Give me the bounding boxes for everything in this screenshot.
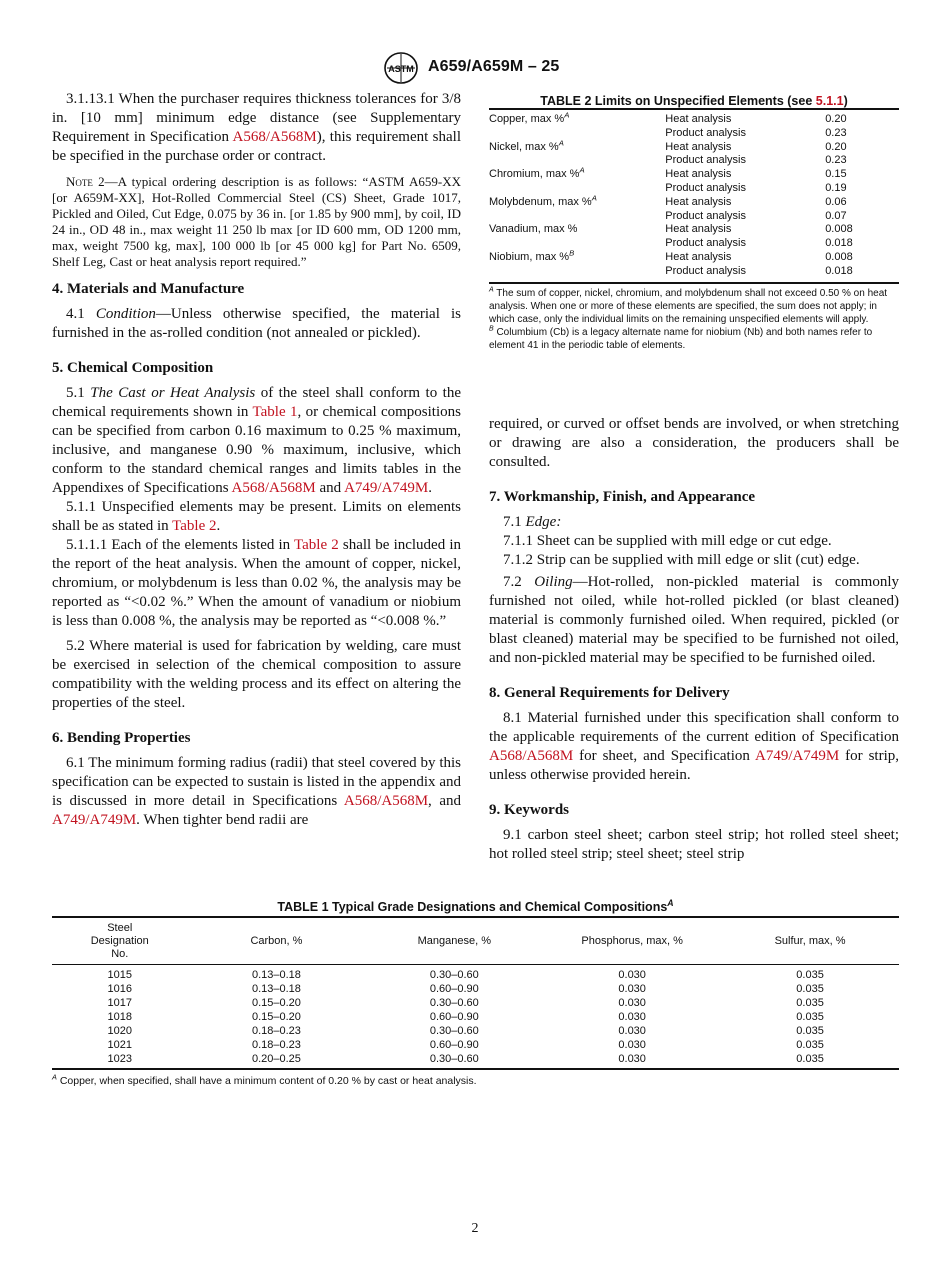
link-a749[interactable]: A749/A749M <box>755 748 840 764</box>
table-cell: 0.030 <box>618 1039 646 1051</box>
table-2-footnote: $^B$ Columbium (Cb) is a legacy alternate name for niobium (Nb) and both names refer to element 41 in the periodic table of elements. <box>489 325 873 351</box>
value-cell: 0.20 <box>825 140 847 153</box>
col-header-manganese: Manganese, % <box>417 935 491 947</box>
table-row <box>489 109 899 127</box>
table-cell: 0.60–0.90 <box>429 983 479 995</box>
col-header-steel-designation: Steel Designation No. <box>90 922 149 960</box>
table-cell: 0.030 <box>618 1011 646 1023</box>
logo-text: ASTM <box>388 64 414 74</box>
table-cell: 0.15–0.20 <box>251 1011 301 1023</box>
analysis-cell: Heat analysis <box>665 250 732 263</box>
section-8-heading: 8. General Requirements for Delivery <box>489 685 730 701</box>
analysis-cell: Heat analysis <box>665 195 732 208</box>
table-1-grid <box>52 916 899 1070</box>
paragraph-3-1-13-1: 3.1.13.1 When the purchaser requires thickness tolerances for 3/8 in. [10 mm] minimum edge distance (see Supplementary Requirement in Specification A568/A568M), this requirement shall be specified in the purchase order or contract. <box>52 91 461 164</box>
table-cell: 1017 <box>107 997 132 1009</box>
paragraph-6-1: 6.1 The minimum forming radius (radii) that steel covered by this specification can be expected to sustain is listed in the appendix and is discussed in more detail in Specifications A568/A568M, and A749/A749M. When tighter bend radii are <box>52 755 461 828</box>
analysis-cell: Product analysis <box>665 237 747 250</box>
section-9-heading: 9. Keywords <box>489 802 569 818</box>
paragraph-7-1-1: 7.1.1 Sheet can be supplied with mill edge or cut edge. <box>503 533 832 549</box>
element-cell <box>489 154 665 168</box>
element-cell: Niobium, max %$^B$ <box>489 248 575 263</box>
table-row <box>489 210 899 224</box>
section-6-heading: 6. Bending Properties <box>52 730 191 746</box>
section-4-heading: 4. Materials and Manufacture <box>52 281 245 297</box>
paragraph-7-2: 7.2 Oiling—Hot-rolled, non-pickled material is commonly furnished not oiled, while hot-rolled pickled (or blast cleaned) material is commonly furnished oiled. When required, pickled (or blast cleaned) material may be specified to be furnished not oiled, and non-pickled material may be specified to be furnished oiled. <box>489 574 899 666</box>
link-a568[interactable]: A568/A568M <box>231 480 316 496</box>
table-cell: 0.030 <box>618 983 646 995</box>
paragraph-7-1-2: 7.1.2 Strip can be supplied with mill edge or slit (cut) edge. <box>503 552 860 568</box>
table-cell: 0.035 <box>796 1053 824 1065</box>
table-row <box>52 996 899 1010</box>
paragraph-4-1: 4.1 Condition—Unless otherwise specified, the material is furnished in the as-rolled condition (not annealed or pickled). <box>52 306 461 341</box>
table-1 <box>52 897 899 1087</box>
value-cell: 0.15 <box>825 168 847 181</box>
value-cell: 0.018 <box>825 237 853 250</box>
table-cell: 0.030 <box>618 1053 646 1065</box>
table-cell: 0.035 <box>796 1025 824 1037</box>
link-table-2[interactable]: Table 2 <box>172 518 217 534</box>
analysis-cell: Product analysis <box>665 209 747 222</box>
link-a568[interactable]: A568/A568M <box>232 129 317 145</box>
table-row <box>489 196 899 210</box>
paragraph-7-1: 7.1 Edge: <box>503 514 562 530</box>
table-2-title: TABLE 2 Limits on Unspecified Elements (see 5.1.1) <box>540 94 848 108</box>
table-cell: 1016 <box>107 983 132 995</box>
paragraph-9-1: 9.1 carbon steel sheet; carbon steel strip; hot rolled steel sheet; hot rolled steel strip; steel sheet; steel strip <box>489 827 899 862</box>
paragraph-8-1: 8.1 Material furnished under this specification shall conform to the applicable requirements of the current edition of Specification A568/A568M for sheet, and Specification A749/A749M for strip, unless otherwise provided herein. <box>489 710 899 783</box>
table-cell: 0.30–0.60 <box>429 1025 479 1037</box>
left-column <box>52 90 461 830</box>
table-row <box>489 127 899 141</box>
element-cell: Copper, max %$^A$ <box>489 110 570 125</box>
paragraph-5-1: 5.1 The Cast or Heat Analysis of the steel shall conform to the chemical requirements shown in Table 1, or chemical compositions can be specified from carbon 0.16 maximum to 0.25 % maximum, inclusive, and manganese 0.90 % maximum, inclusive, which conform to the standard chemical ranges and limits tables in the Appendixes of Specifications A568/A568M and A749/A749M. <box>52 385 462 496</box>
document-id: A659/A659M – 25 <box>428 58 560 75</box>
paragraph-6-1-continued: required, or curved or offset bends are involved, or when stretching or drawing are also a consideration, the producers shall be consulted. <box>489 416 899 470</box>
table-row <box>489 223 899 237</box>
link-table-2[interactable]: Table 2 <box>294 537 339 553</box>
page-number: 2 <box>471 1221 479 1236</box>
table-cell: 1021 <box>107 1039 132 1051</box>
note-2: Note 2—A typical ordering description is as follows: “ASTM A659-XX [or A659M-XX], Hot-Rolled Commercial Steel (CS) Sheet, Grade 1017, Pickled and Oiled, Cut Edge, 0.075 by 36 in. [or 1.85 by 900 mm], by coil, ID 24 in., OD 48 in., max weight 11 250 lb max [or ID 600 mm, OD 1200 mm, max, weight 7500 kg, max], 100 000 lb [or 45 000 kg] for Part No. 6509, Shelf Leg, Cast or heat analysis report required.” <box>52 174 461 269</box>
table-row <box>52 1052 899 1069</box>
value-cell: 0.19 <box>825 181 847 194</box>
analysis-cell: Heat analysis <box>665 113 732 125</box>
link-a568[interactable]: A568/A568M <box>489 748 574 764</box>
table-cell: 0.13–0.18 <box>251 983 301 995</box>
table-row <box>489 251 899 265</box>
table-cell: 1018 <box>107 1011 132 1023</box>
table-row <box>52 1010 899 1024</box>
table-cell: 0.030 <box>618 997 646 1009</box>
analysis-cell: Product analysis <box>665 181 747 194</box>
paragraph-5-2: 5.2 Where material is used for fabrication by welding, care must be exercised in selection of the chemical composition to assure compatibility with the welding process and its effect on altering the properties of the steel. <box>52 638 461 711</box>
link-a749[interactable]: A749/A749M <box>344 480 429 496</box>
table-2-grid <box>489 108 899 284</box>
table-cell: 0.30–0.60 <box>429 969 479 981</box>
link-a568[interactable]: A568/A568M <box>343 793 429 809</box>
analysis-cell: Heat analysis <box>665 168 732 181</box>
col-header-carbon: Carbon, % <box>250 935 303 947</box>
table-cell: 0.030 <box>618 969 646 981</box>
link-5-1-1[interactable]: 5.1.1 <box>815 94 844 108</box>
table-cell: 0.30–0.60 <box>429 1053 479 1065</box>
col-header-sulfur: Sulfur, max, % <box>774 935 846 947</box>
table-cell: 1023 <box>107 1053 132 1065</box>
table-row <box>489 154 899 168</box>
element-cell <box>489 127 665 141</box>
table-1-title: TABLE 1 Typical Grade Designations and Chemical Compositions$^A$ <box>277 897 674 914</box>
value-cell: 0.018 <box>825 264 853 277</box>
table-2-footnote: $^A$ The sum of copper, nickel, chromium, and molybdenum shall not exceed 0.50 % on heat analysis. When one or more of these elements are specified, the sum does not apply; in which case, only the individual limits on the remaining unspecified elements will apply. <box>489 286 888 325</box>
section-7-heading: 7. Workmanship, Finish, and Appearance <box>489 489 756 505</box>
value-cell: 0.008 <box>825 223 853 236</box>
element-cell <box>489 210 665 224</box>
link-a749[interactable]: A749/A749M <box>52 812 137 828</box>
analysis-cell: Product analysis <box>665 154 747 167</box>
table-row <box>52 1024 899 1038</box>
table-row <box>52 982 899 996</box>
table-cell: 1015 <box>107 969 132 981</box>
analysis-cell: Heat analysis <box>665 223 732 236</box>
table-row <box>489 265 899 283</box>
element-cell: Chromium, max %$^A$ <box>489 165 585 181</box>
table-row <box>52 1038 899 1052</box>
table-1-footnote: $^A$ Copper, when specified, shall have a minimum content of 0.20 % by cast or heat analysis. <box>52 1072 477 1087</box>
col-header-phosphorus: Phosphorus, max, % <box>581 935 683 947</box>
table-cell: 0.030 <box>618 1025 646 1037</box>
table-row <box>489 237 899 251</box>
table-row <box>489 168 899 182</box>
table-cell: 0.035 <box>796 983 824 995</box>
table-cell: 0.18–0.23 <box>251 1025 301 1037</box>
table-cell: 0.18–0.23 <box>251 1039 301 1051</box>
table-cell: 0.035 <box>796 969 824 981</box>
table-cell: 0.20–0.25 <box>251 1053 301 1065</box>
table-2 <box>489 94 899 352</box>
table-cell: 0.60–0.90 <box>429 1039 479 1051</box>
table-cell: 0.30–0.60 <box>429 997 479 1009</box>
value-cell: 0.23 <box>825 154 847 167</box>
astm-logo-icon <box>383 52 419 84</box>
table-cell: 0.13–0.18 <box>251 969 301 981</box>
analysis-cell: Product analysis <box>665 126 747 139</box>
table-cell: 0.15–0.20 <box>251 997 301 1009</box>
value-cell: 0.008 <box>825 250 853 263</box>
element-cell: Molybdenum, max %$^A$ <box>489 193 597 208</box>
table-1-header-row <box>52 917 899 965</box>
element-cell <box>489 265 665 283</box>
value-cell: 0.07 <box>825 209 847 222</box>
table-2-footnotes <box>489 287 899 352</box>
paragraph-5-1-1-1: 5.1.1.1 Each of the elements listed in Table 2 shall be included in the report of the heat analysis. When the amount of copper, nickel, chromium, or molybdenum is less than 0.02 %, the analysis may be reported as “<0.02 %.” When the amount of vanadium or niobium is less than 0.008 %, the analysis may be reported as “<0.008 %.” <box>52 537 461 629</box>
table-row <box>52 965 899 983</box>
analysis-cell: Heat analysis <box>665 140 732 153</box>
right-column <box>489 415 899 864</box>
element-cell <box>489 182 665 196</box>
link-table-1[interactable]: Table 1 <box>252 404 298 420</box>
table-cell: 0.60–0.90 <box>429 1011 479 1023</box>
table-cell: 1020 <box>107 1025 132 1037</box>
table-cell: 0.035 <box>796 997 824 1009</box>
paragraph-5-1-1: 5.1.1 Unspecified elements may be present. Limits on elements shall be as stated in Table 2. <box>52 499 461 534</box>
value-cell: 0.20 <box>825 113 847 125</box>
page-header <box>0 52 950 86</box>
table-row <box>489 182 899 196</box>
value-cell: 0.23 <box>825 126 847 139</box>
element-cell: Vanadium, max % <box>489 223 578 236</box>
table-cell: 0.035 <box>796 1011 824 1023</box>
element-cell <box>489 237 665 251</box>
element-cell: Nickel, max %$^A$ <box>489 137 564 153</box>
analysis-cell: Product analysis <box>665 264 747 277</box>
table-row <box>489 141 899 155</box>
section-5-heading: 5. Chemical Composition <box>52 360 214 376</box>
value-cell: 0.06 <box>825 195 847 208</box>
table-cell: 0.035 <box>796 1039 824 1051</box>
